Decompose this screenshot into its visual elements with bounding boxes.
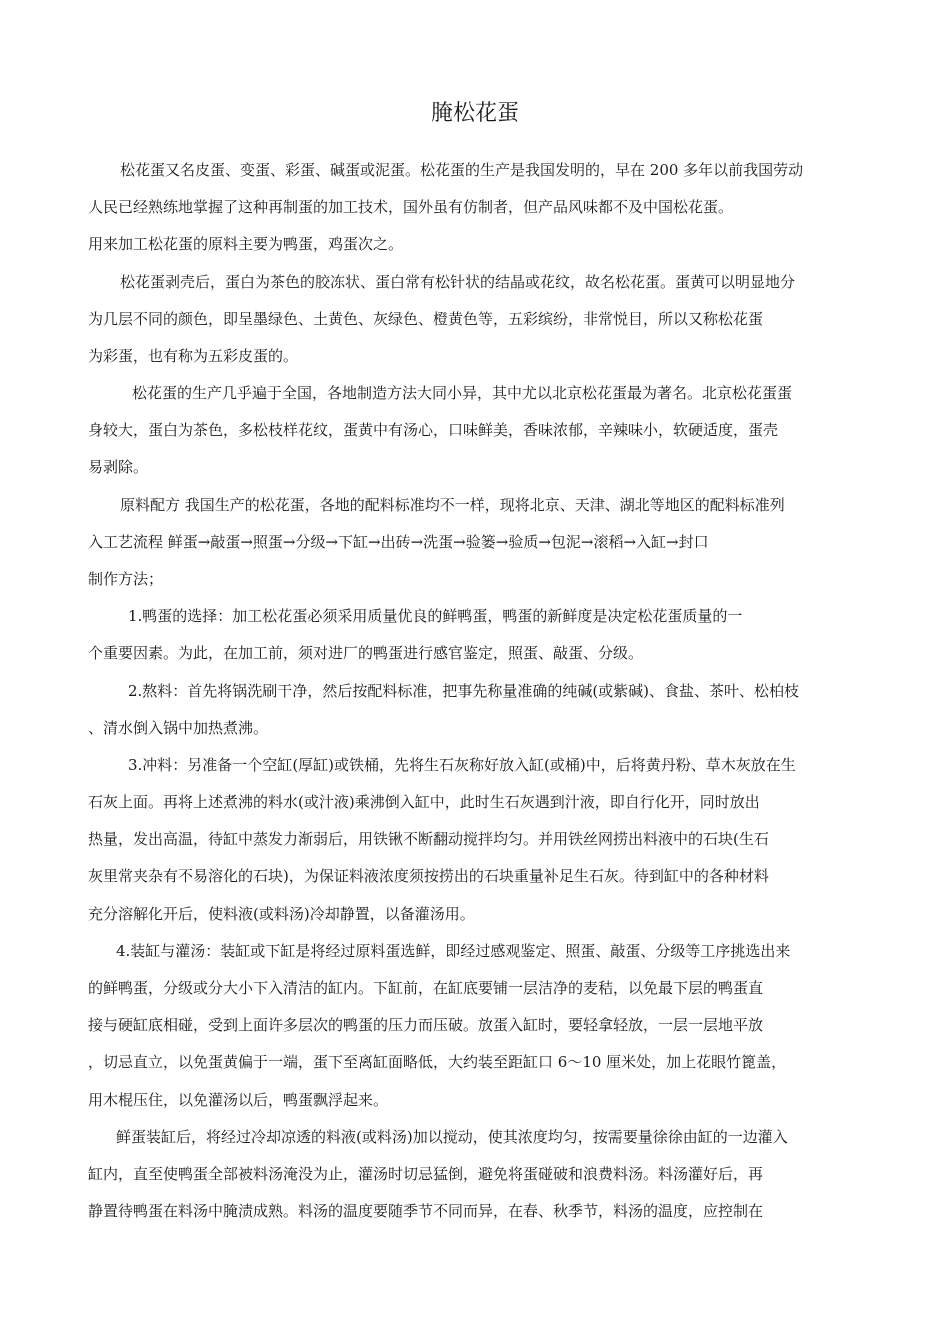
text-line: 制作方法； bbox=[88, 570, 164, 588]
text-line: 1.鸭蛋的选择：加工松花蛋必须采用质量优良的鲜鸭蛋，鸭蛋的新鲜度是决定松花蛋质量的一 bbox=[128, 607, 743, 625]
text-line: 石灰上面。再将上述煮沸的料水(或汁液)乘沸倒入缸中，此时生石灰遇到汁液，即自行化开，同时放出 bbox=[88, 793, 760, 811]
text-line: 3.冲料：另准备一个空缸(厚缸)或铁桶，先将生石灰称好放入缸(或桶)中，后将黄丹粉、草木灰放在生 bbox=[128, 756, 796, 774]
text-line: 的鲜鸭蛋，分级或分大小下入清洁的缸内。下缸前，在缸底要铺一层洁净的麦秸，以免最下层的鸭蛋直 bbox=[88, 979, 764, 997]
text-line: 入工艺流程 鲜蛋→敲蛋→照蛋→分级→下缸→出砖→洗蛋→验篓→验质→包泥→滚稻→入缸→封口 bbox=[88, 533, 709, 551]
text-line: 鲜蛋装缸后，将经过冷却凉透的料液(或料汤)加以搅动，使其浓度均匀，按需要量徐徐由缸的一边灌入 bbox=[116, 1128, 788, 1146]
text-line: 灰里常夹杂有不易溶化的石块)，为保证料液浓度须按捞出的石块重量补足生石灰。待到缸中的各种材料 bbox=[88, 867, 769, 885]
text-line: 静置待鸭蛋在料汤中腌渍成熟。料汤的温度要随季节不同而异，在春、秋季节，料汤的温度，应控制在 bbox=[88, 1202, 764, 1220]
text-line: 接与硬缸底相碰，受到上面许多层次的鸭蛋的压力而压破。放蛋入缸时，要轻拿轻放，一层一层地平放 bbox=[88, 1016, 764, 1034]
text-line: 原料配方 我国生产的松花蛋，各地的配料标准均不一样，现将北京、天津、湖北等地区的配料标准列 bbox=[120, 496, 785, 514]
text-line: 2.熬料：首先将锅洗刷干净，然后按配料标准，把事先称量准确的纯碱(或紫碱)、食盐、茶叶、松柏枝 bbox=[128, 682, 800, 700]
text-line: 松花蛋剥壳后，蛋白为茶色的胶冻状、蛋白常有松针状的结晶或花纹，故名松花蛋。蛋黄可以明显地分 bbox=[120, 273, 796, 291]
text-line: 松花蛋的生产几乎遍于全国，各地制造方法大同小异，其中尤以北京松花蛋最为著名。北京松花蛋蛋 bbox=[132, 384, 793, 402]
text-line: 松花蛋又名皮蛋、变蛋、彩蛋、碱蛋或泥蛋。松花蛋的生产是我国发明的，早在 200 多年以前我国劳动 bbox=[120, 161, 804, 179]
page-title: 腌松花蛋 bbox=[430, 101, 519, 126]
text-line: 为几层不同的颜色，即呈墨绿色、土黄色、灰绿色、橙黄色等，五彩缤纷，非常悦目，所以又称松花蛋 bbox=[88, 310, 764, 328]
text-line: 缸内，直至使鸭蛋全部被料汤淹没为止，灌汤时切忌猛倒，避免将蛋碰破和浪费料汤。料汤灌好后，再 bbox=[88, 1165, 764, 1183]
text-line: 易剥除。 bbox=[88, 458, 149, 476]
text-line: 用木棍压住，以免灌汤以后，鸭蛋飘浮起来。 bbox=[88, 1091, 389, 1109]
text-line: 4.装缸与灌汤：装缸或下缸是将经过原料蛋选鲜，即经过感观鉴定、照蛋、敲蛋、分级等工序挑选出来 bbox=[116, 942, 791, 960]
text-line: 、清水倒入锅中加热煮沸。 bbox=[88, 719, 269, 737]
text-line: 热量，发出高温，待缸中蒸发力渐弱后，用铁锹不断翻动搅拌均匀。并用铁丝网捞出料液中的石块(生石 bbox=[88, 830, 769, 848]
text-line: ，切忌直立，以免蛋黄偏于一端，蛋下至离缸面略低，大约装至距缸口 6～10 厘米处，加上花眼竹篦盖， bbox=[88, 1053, 787, 1071]
text-line: 人民已经熟练地掌握了这种再制蛋的加工技术，国外虽有仿制者，但产品风味都不及中国松花蛋。 bbox=[88, 198, 734, 216]
text-line: 个重要因素。为此，在加工前，须对进厂的鸭蛋进行感官鉴定，照蛋、敲蛋、分级。 bbox=[88, 644, 644, 662]
text-line: 充分溶解化开后，使料液(或料汤)冷却静置，以备灌汤用。 bbox=[88, 905, 475, 923]
text-line: 身较大，蛋白为茶色，多松枝样花纹，蛋黄中有汤心，口味鲜美，香味浓郁，辛辣味小，软硬适度，蛋壳 bbox=[88, 421, 779, 439]
text-line: 为彩蛋，也有称为五彩皮蛋的。 bbox=[88, 347, 299, 365]
text-line: 用来加工松花蛋的原料主要为鸭蛋，鸡蛋次之。 bbox=[88, 235, 404, 253]
